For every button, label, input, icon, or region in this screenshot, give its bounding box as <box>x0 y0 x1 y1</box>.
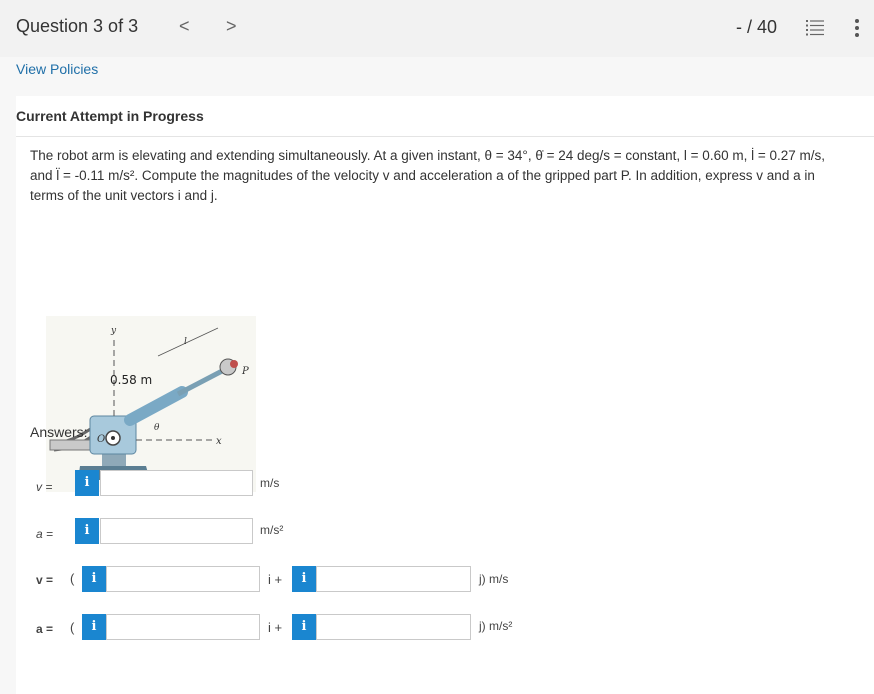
question-counter: Question 3 of 3 <box>16 16 139 36</box>
problem-line-3: terms of the unit vectors i and j. <box>30 188 218 203</box>
previous-question-button[interactable]: < <box>179 16 190 36</box>
info-icon[interactable]: i <box>75 470 99 496</box>
theta-label: θ <box>154 423 160 433</box>
info-icon[interactable]: i <box>292 566 316 592</box>
dimension-label: 0.58 m <box>110 373 153 387</box>
x-axis-label: x <box>216 436 222 447</box>
info-icon[interactable]: i <box>82 566 106 592</box>
problem-statement <box>30 146 842 206</box>
more-options-icon[interactable] <box>850 17 864 39</box>
v-i-unit-vector: i + <box>268 572 283 587</box>
a-i-unit-vector: i + <box>268 620 283 635</box>
open-paren: ( <box>70 571 75 586</box>
a-magnitude-unit: m/s² <box>260 523 284 537</box>
v-vector-label: v = <box>36 573 54 587</box>
v-magnitude-unit: m/s <box>260 476 280 490</box>
open-paren: ( <box>70 620 75 635</box>
v-magnitude-label: v = <box>36 480 53 494</box>
a-i-component-input[interactable] <box>106 614 260 640</box>
view-policies-link[interactable]: View Policies <box>16 61 99 77</box>
length-l-label: l <box>184 337 187 347</box>
question-list-icon[interactable] <box>806 19 824 37</box>
problem-line-1: The robot arm is elevating and extending simultaneously. At a given instant, θ = 34°, θ̇ = 24 deg/s = constant, l = 0.60 m, l̇ = 0.27 m/s, <box>30 148 825 163</box>
info-icon[interactable]: i <box>75 518 99 544</box>
a-vector-label: a = <box>36 622 54 636</box>
info-icon[interactable]: i <box>292 614 316 640</box>
a-magnitude-input[interactable] <box>100 518 253 544</box>
question-header <box>0 0 874 57</box>
answers-heading: Answers: <box>30 424 88 440</box>
score-display: - / 40 <box>736 17 778 37</box>
next-question-button[interactable]: > <box>226 16 237 36</box>
origin-label: O <box>97 434 106 445</box>
v-i-component-input[interactable] <box>106 566 260 592</box>
attempt-status: Current Attempt in Progress <box>16 108 204 124</box>
divider <box>16 136 874 137</box>
point-p-label: P <box>242 366 249 377</box>
a-magnitude-label: a = <box>36 527 54 541</box>
v-magnitude-input[interactable] <box>100 470 253 496</box>
robot-arm-figure <box>46 316 256 492</box>
v-j-unit: j) m/s <box>479 572 509 586</box>
question-panel <box>16 96 874 694</box>
y-axis-label: y <box>111 326 117 336</box>
v-j-component-input[interactable] <box>316 566 471 592</box>
a-j-component-input[interactable] <box>316 614 471 640</box>
problem-line-2: and l̈ = -0.11 m/s². Compute the magnitudes of the velocity v and acceleration a of the gripped part P. In addition, express v and a in <box>30 168 815 183</box>
a-j-unit: j) m/s² <box>479 619 513 633</box>
info-icon[interactable]: i <box>82 614 106 640</box>
